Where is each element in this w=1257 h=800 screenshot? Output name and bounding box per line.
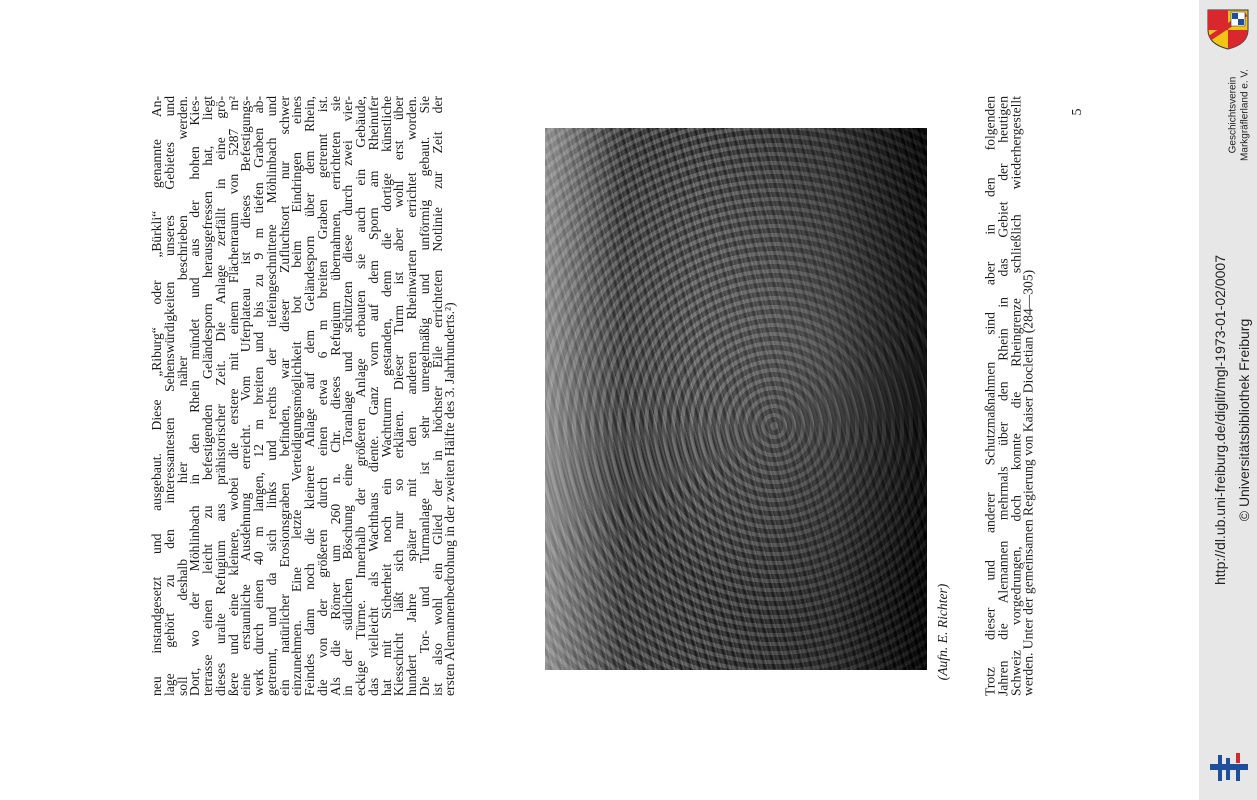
text-line: Kiesschicht läßt sich nur so erklären. Dieser Turm ist aber wohl erst über: [391, 96, 407, 696]
text-line: hat mit Sicherheit noch ein Wachtturm gestanden, denn die dortige künstliche: [378, 96, 394, 696]
ub-freiburg-logo-icon[interactable]: [1210, 752, 1250, 782]
verein-name-line2: Markgräflerland e. V.: [1239, 69, 1251, 161]
text-line: einzunehmen. Eine letzte Verteidigungsmöglichkeit bot beim Eindringen eines: [289, 96, 305, 696]
photo-caption: (Aufn. E. Richter): [935, 583, 950, 681]
text-line: lage gehört zu den interessantesten Sehenswürdigkeiten unseres Gebietes und: [161, 96, 177, 696]
text-line: Feindes dann noch die kleinere Anlage auf dem Geländesporn über dem Rhein,: [302, 96, 317, 696]
text-line: Schweiz vorgedrungen, doch konnte die Rheingrenze schließlich wiederhergestellt: [1008, 96, 1023, 696]
text-line: die von der größeren durch einen etwa 6 m breiten Graben getrennt ist.: [314, 96, 330, 696]
text-line: das vielleicht als Wachthaus diente. Ganz vorn auf dem Sporn am Rheinufer: [365, 96, 381, 696]
text-line: Die Tor- und Turmanlage ist sehr unregelmäßig und unförmig gebaut. Sie: [416, 96, 432, 696]
text-line: getrennt, und da sich links und rechts der tiefeingeschnittene Möhlinbach und: [263, 96, 279, 696]
text-line: eine erstaunliche Ausdehnung erreicht. Vom Uferplateau ist dieses Befestigungs-: [238, 96, 254, 696]
text-line: eckige Türme. Innerhalb der größeren Anlage erbauten sie auch ein Gebäude,: [353, 96, 368, 696]
text-line: ein natürlicher Erosionsgraben befinden, war dieser Zufluchtsort nur schwer: [276, 96, 292, 696]
text-line: terrasse einen leicht zu befestigenden Geländesporn herausgefressen hat, liegt: [200, 96, 215, 696]
text-column-top: [151, 96, 457, 696]
verein-name-line1: Geschichtsverein: [1227, 76, 1239, 154]
text-line: soll deshalb hier näher beschrieben werden.: [174, 96, 190, 696]
text-line: ist also wohl ein Glied der in höchster Eile errichteten Notlinie zur Zeit der: [429, 96, 445, 696]
coat-of-arms-icon: [1205, 8, 1251, 50]
text-line: Trotz dieser und anderer Schutzmaßnahmen sind aber in den folgenden: [982, 96, 998, 696]
photograph-riburg-ruins: [545, 128, 927, 670]
text-line: Jahren die Alemannen mehrmals über den Rhein in das Gebiet der heutigen: [995, 96, 1011, 696]
paragraph-block-bottom: [982, 96, 1036, 696]
text-line: Dort, wo der Möhlinbach in den Rhein mündet und aus der hohen Kies-: [187, 96, 203, 696]
paragraph-block-top: [151, 96, 457, 696]
text-line: Als die Römer um 260 n. Chr. dieses Refugium übernahmen, errichteten sie: [327, 96, 343, 696]
text-line: ersten Alemannenbedrohung in der zweiten Hälfte des 3. Jahrhunderts.²): [442, 302, 458, 696]
text-line: dieses uralte Refugium aus prähistorischer Zeit. Die Anlage zerfällt in eine grö-: [212, 96, 228, 696]
permalink-url[interactable]: http://dl.ub.uni-freiburg.de/diglit/mgl-1973-01-02/0007: [1212, 255, 1228, 585]
copyright-notice: © Universitätsbibliothek Freiburg: [1236, 318, 1252, 522]
text-line: neu instandgesetzt und ausgebaut. Diese „Riburg“ oder „Bürkli“ genannte An-: [149, 96, 164, 696]
text-line: werk durch einen 40 m langen, 12 m breiten und bis zu 9 m tiefen Graben ab-: [251, 96, 266, 696]
text-line: werden. Unter der gemeinsamen Regierung von Kaiser Diocletian (284—305): [1020, 269, 1036, 696]
text-column-bottom: [982, 96, 1036, 696]
text-line: hundert Jahre später mit den anderen Rheinwarten errichtet worden.: [404, 96, 419, 696]
text-line: in der südlichen Böschung eine Toranlage und schützten diese durch zwei vier-: [340, 96, 356, 696]
page-number: 5: [1070, 108, 1085, 116]
text-line: ßere und eine kleinere, wobei die erstere mit einem Flächenraum von 5287 m²: [225, 96, 241, 696]
